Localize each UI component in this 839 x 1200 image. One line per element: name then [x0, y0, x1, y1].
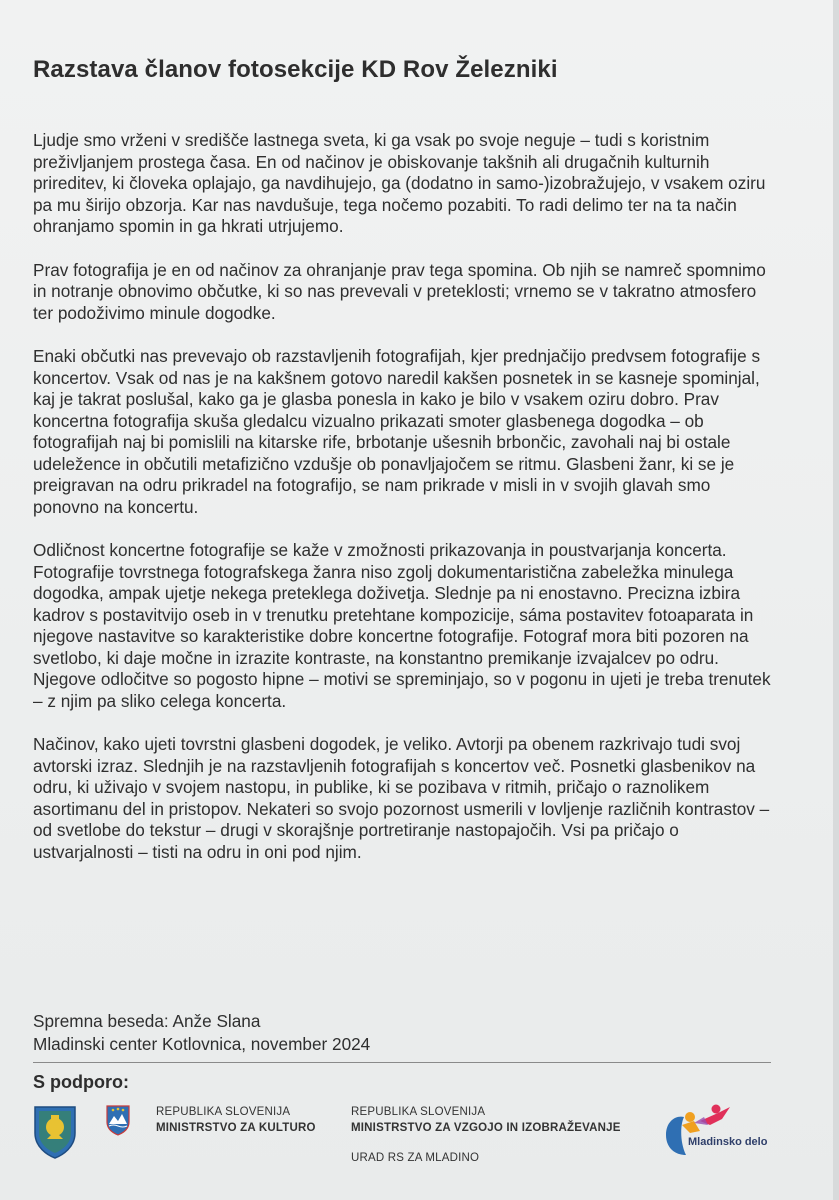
org2-line3: URAD RS ZA MLADINO: [351, 1152, 480, 1164]
page-edge: [833, 0, 839, 1200]
support-label: S podporo:: [33, 1072, 129, 1092]
document-title: Razstava članov fotosekcije KD Rov Železniki: [33, 56, 558, 83]
slovenia-coat-of-arms-icon: [105, 1104, 131, 1136]
divider-line: [33, 1062, 771, 1063]
paragraph-4: Odličnost koncertne fotografije se kaže v zmožnosti prikazovanja in poustvarjanja koncerta. Fotografije tovrstnega fotografskega žanra niso zgolj dokumentaristična zabeležka minulega dogodka, ampak ujetje nekega preteklega doživetja. Slednje pa ni enostavno. Precizna izbira kadrov s postavitvijo oseb in v trenutku pretehtane kompozicije, sáma postavitev fotoaparata in njegove nastavitve so karakteristike dobre koncertne fotografije. Fotograf mora biti pozoren na svetlobo, ki daje močne in izrazite kontraste, na konstantno premikanje izvajalcev po odru. Njegove odločitve so pogosto hipne – motivi se spreminjajo, so v pogonu in ujeti je treba trenutek – z njim pa sliko celega koncerta.: [33, 540, 771, 711]
paragraph-5: Načinov, kako ujeti tovrstni glasbeni dogodek, je veliko. Avtorji pa obenem razkrivajo tudi svoj avtorski izraz. Slednjih je na razstavljenih fotografijah s koncertov več. Posnetki glasbenikov na odru, ki uživajo v svojem nastopu, in publike, ki se pozibava v ritmih, pričajo o raznolikem asortimanu del in pristopov. Nekateri so svojo pozornost usmerili v lovljenje različnih kontrastov – od svetlobe do tekstur – drugi v skorajšnje portretiranje nastopajočih. Vsi pa pričajo o ustvarjalnosti – tisti na odru in oni pod njim.: [33, 734, 770, 862]
paragraph-2: Prav fotografija je en od načinov za ohranjanje prav tega spomina. Ob njih se namreč spomnimo in notranje obnovimo občutke, ki so nas prevevali v preteklosti; vrnemo se v takratno atmosfero ter podoživimo minule dogodke.: [33, 259, 766, 323]
paragraph-1: Ljudje smo vrženi v središče lastnega sveta, ki ga vsak po svoje neguje – tudi s koristnim preživljanjem prostega časa. En od načinov je obiskovanje takšnih ali drugačnih kulturnih prireditev, ki človeka oplajajo, ga navdihujejo, ga (dodatno in samo-)izobražujejo, v vsakem oziru pa mu širijo obzorja. Kar nas navdušuje, tega nočemo pozabiti. To radi delimo ter na ta način ohranjamo spomin in ga hkrati utrjujemo.: [33, 130, 766, 236]
document-body: [33, 130, 778, 885]
signature-place-date: Mladinski center Kotlovnica, november 2024: [33, 1034, 371, 1054]
paragraph-3: Enaki občutki nas prevevajo ob razstavljenih fotografijah, kjer prednjačijo predvsem fotografije s koncertov. Vsak od nas je na kakšnem gotovo naredil kakšen posnetek in se kasneje spominjal, kaj je takrat poslušal, kako ga je glasba ponesla in kako je bilo v vsakem oziru dobro. Prav koncertna fotografija skuša gledalcu vizualno prikazati smoter glasbenega dogodka – ob fotografijah naj bi pomislili na kitarske rife, brbotanje ušesnih brbončic, zavohali naj bi ostale udeležence in občutili metafizično vzdušje ob ponavljajočem se ritmu. Glasbeni žanr, ki se je preigravan na odru prikradel na fotografijo, se nam prikrade v misli in v svojih glavah smo ponovno na koncertu.: [33, 346, 761, 517]
org-ministry-education: [351, 1104, 621, 1166]
mladinsko-delo-label: Mladinsko delo: [688, 1136, 768, 1148]
org-ministry-culture: [156, 1104, 316, 1136]
org1-line2: MINISTRSTVO ZA KULTURO: [156, 1122, 316, 1134]
org2-line1: REPUBLIKA SLOVENIJA: [351, 1106, 486, 1118]
municipal-coat-of-arms-icon: [33, 1103, 77, 1159]
signature-author: Spremna beseda: Anže Slana: [33, 1011, 261, 1031]
signature-block: [33, 1010, 370, 1056]
org1-line1: REPUBLIKA SLOVENIJA: [156, 1106, 291, 1118]
org2-line2: MINISTRSTVO ZA VZGOJO IN IZOBRAŽEVANJE: [351, 1122, 621, 1134]
mladinsko-delo-logo: [660, 1103, 735, 1161]
